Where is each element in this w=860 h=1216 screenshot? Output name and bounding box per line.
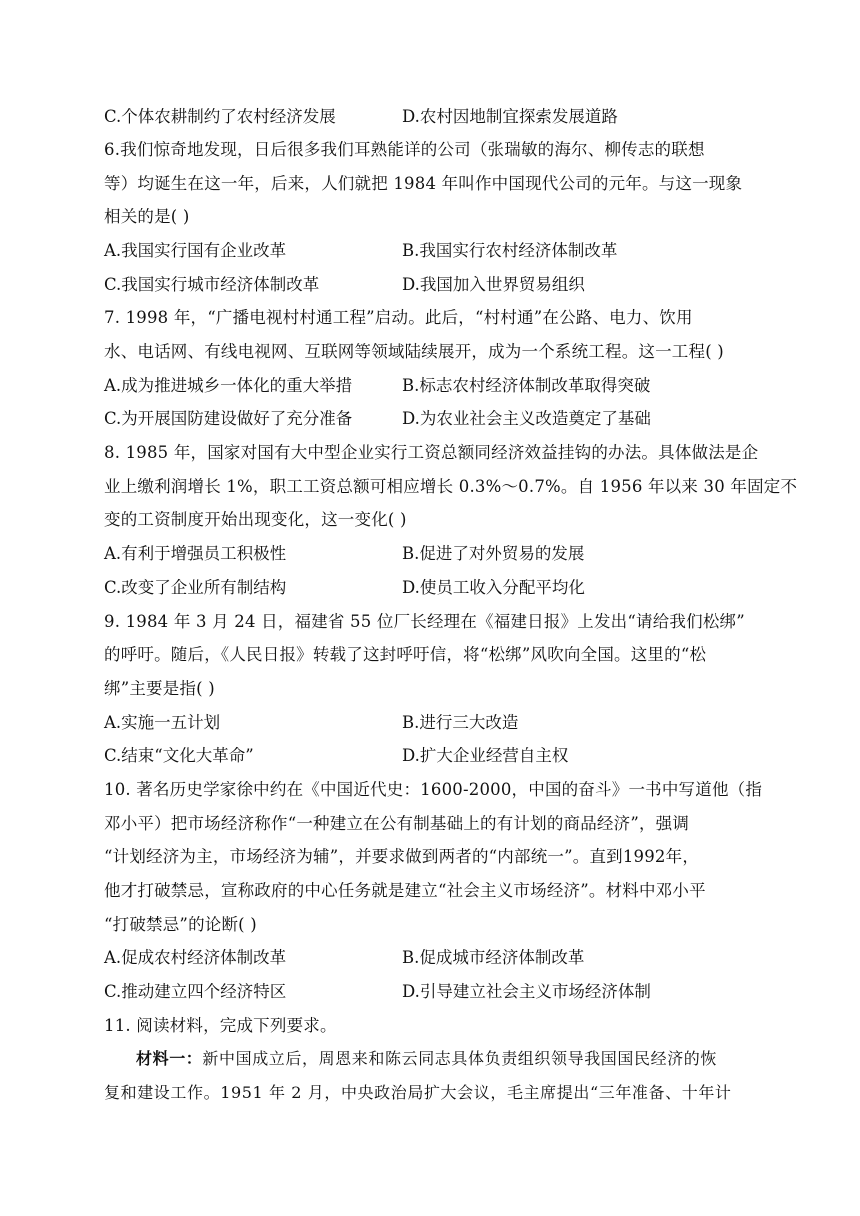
q9-option-c: C.结束“文化大革命” <box>104 746 254 765</box>
q6-option-c: C.我国实行城市经济体制改革 <box>104 275 320 294</box>
q9-option-d: D.扩大企业经营自主权 <box>402 746 569 765</box>
q6-option-b: B.我国实行农村经济体制改革 <box>402 241 618 260</box>
q6-stem-line-2: 等）均诞生在这一年，后来，人们就把 1984 年叫作中国现代公司的元年。与这一现象 <box>104 174 743 193</box>
q8-stem-line-1: 8. 1985 年，国家对国有大中型企业实行工资总额同经济效益挂钩的办法。具体做法是企 <box>104 443 759 462</box>
q10-stem-line-2: 邓小平）把市场经济称作“一种建立在公有制基础上的有计划的商品经济”，强调 <box>104 814 690 833</box>
q7-option-a: A.成为推进城乡一体化的重大举措 <box>104 376 353 395</box>
q11-material-line-1 <box>136 1048 760 1070</box>
q8-option-a: A.有利于增强员工积极性 <box>104 544 287 563</box>
q5-option-d: D.农村因地制宜探索发展道路 <box>402 107 618 126</box>
q6-option-d: D.我国加入世界贸易组织 <box>402 275 585 294</box>
q11-material-line-2: 复和建设工作。1951 年 2 月，中央政治局扩大会议，毛主席提出“三年准备、十年计 <box>104 1083 732 1102</box>
q10-stem-line-3: “计划经济为主，市场经济为辅”，并要求做到两者的“内部统一”。直到1992年， <box>104 847 700 866</box>
q11-material-label: 材料一： <box>136 1049 203 1068</box>
q7-option-c: C.为开展国防建设做好了充分准备 <box>104 409 353 428</box>
q6-option-a: A.我国实行国有企业改革 <box>104 241 287 260</box>
q10-stem-line-1: 10. 著名历史学家徐中约在《中国近代史：1600-2000，中国的奋斗》一书中写道他（指 <box>104 780 763 799</box>
q10-stem-line-4: 他才打破禁忌，宣称政府的中心任务就是建立“社会主义市场经济”。材料中邓小平 <box>104 881 706 900</box>
q10-option-a: A.促成农村经济体制改革 <box>104 948 287 967</box>
q9-option-b: B.进行三大改造 <box>402 713 519 732</box>
q11-stem: 11. 阅读材料，完成下列要求。 <box>104 1016 337 1035</box>
q9-option-a: A.实施一五计划 <box>104 713 221 732</box>
q7-stem-line-2: 水、电话网、有线电视网、互联网等领域陆续展开，成为一个系统工程。这一工程( ) <box>104 342 724 361</box>
q10-option-d: D.引导建立社会主义市场经济体制 <box>402 982 651 1001</box>
q8-stem-line-3: 变的工资制度开始出现变化，这一变化( ) <box>104 510 407 529</box>
q10-option-c: C.推动建立四个经济特区 <box>104 982 287 1001</box>
q9-stem-line-3: 绑”主要是指( ) <box>104 679 215 698</box>
q8-stem-line-2: 业上缴利润增长 1%，职工工资总额可相应增长 0.3%～0.7%。自 1956 年以来 30 年固定不 <box>104 477 798 496</box>
q8-option-b: B.促进了对外贸易的发展 <box>402 544 585 563</box>
q5-option-c: C.个体农耕制约了农村经济发展 <box>104 107 336 126</box>
q9-stem-line-2: 的呼吁。随后，《人民日报》转载了这封呼吁信，将“松绑”风吹向全国。这里的“松 <box>104 645 707 664</box>
q8-option-c: C.改变了企业所有制结构 <box>104 578 287 597</box>
q8-option-d: D.使员工收入分配平均化 <box>402 578 585 597</box>
q7-stem-line-1: 7. 1998 年，“广播电视村村通工程”启动。此后，“村村通”在公路、电力、饮用 <box>104 308 693 327</box>
q10-option-b: B.促成城市经济体制改革 <box>402 948 585 967</box>
q6-stem-line-1: 6.我们惊奇地发现，日后很多我们耳熟能详的公司（张瑞敏的海尔、柳传志的联想 <box>104 140 705 159</box>
q6-stem-line-3: 相关的是( ) <box>104 207 190 226</box>
q7-option-b: B.标志农村经济体制改革取得突破 <box>402 376 651 395</box>
q9-stem-line-1: 9. 1984 年 3 月 24 日，福建省 55 位厂长经理在《福建日报》上发出“请给我们松绑” <box>104 612 745 631</box>
q10-stem-line-5: “打破禁忌”的论断( ) <box>104 915 257 934</box>
q7-option-d: D.为农业社会主义改造奠定了基础 <box>402 409 651 428</box>
q11-material-text-1: 新中国成立后，周恩来和陈云同志具体负责组织领导我国国民经济的恢 <box>202 1049 718 1068</box>
